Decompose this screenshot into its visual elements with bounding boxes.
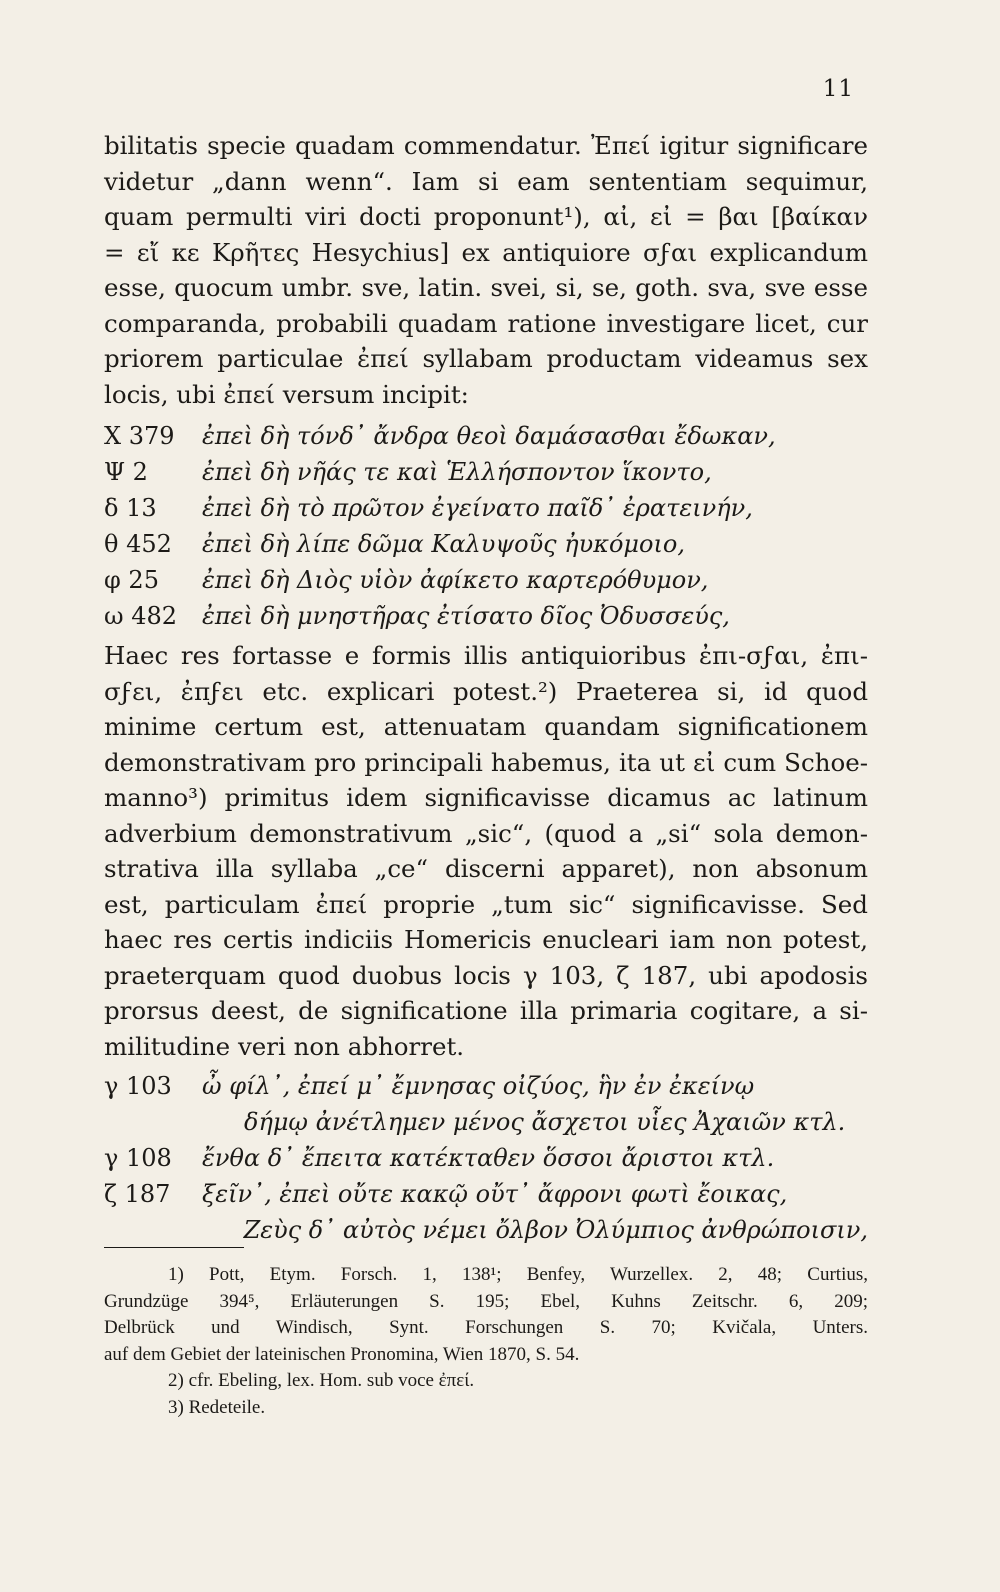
text-line: demonstrativam pro principali habemus, ita ut εἰ cum Schoe- [104,747,868,777]
quote-reference: ζ 187 [104,1180,171,1208]
text-line: bilitatis specie quadam commendatur. Ἐπεί igitur significare [104,131,868,160]
text-line: esse, quocum umbr. sve, latin. svei, si, se, goth. sva, sve esse [104,273,868,302]
quote-reference [104,1212,202,1248]
quote-row [104,1104,868,1140]
text-line: priorem particulae ἐπεί syllabam productam videamus sex [104,344,868,373]
verse-row [104,598,868,634]
verse-row [104,490,868,526]
verse-row [104,562,868,598]
text-line: videtur „dann wenn“. Iam si eam sententiam sequimur, [104,166,868,196]
text-line: strativa illa syllaba „ce“ discerni apparet), non absonum [104,854,868,883]
quote-row [104,1068,868,1104]
quote-text: ξεῖν᾽, ἐπεὶ οὔτε κακῷ οὔτ᾽ ἄφρονι φωτὶ ἔοικας, [202,1180,788,1208]
text-line: Haec res fortasse e formis illis antiquioribus ἐπι-σϝαι, ἐπι- [104,641,868,670]
footnote-divider [104,1247,244,1248]
footnote-line: 1) Pott, Etym. Forsch. 1, 138¹; Benfey, Wurzellex. 2, 48; Curtius, [168,1264,868,1285]
verse-text: ἐπεὶ δὴ τὸ πρῶτον ἐγείνατο παῖδ᾽ ἐρατεινήν, [202,494,753,522]
text-line: σϝει, ἐπϝει etc. explicari potest.²) Praeterea si, id quod [104,676,868,706]
verse-reference: Χ 379 [104,422,175,450]
verse-row [104,454,868,490]
text-line: = εἴ κε Κρῆτες Hesychius] ex antiquiore σϝαι explicandum [104,237,868,267]
text-line: militudine veri non abhorret. [104,1031,465,1061]
quote-row [104,1140,868,1176]
paragraph-2 [104,638,868,1064]
verse-row [104,418,868,454]
quote-reference [104,1104,202,1140]
verse-row [104,526,868,562]
text-line: manno³) primitus idem significavisse dicamus ac latinum [104,783,868,812]
main-text [104,128,868,1248]
footnote-1 [104,1262,868,1368]
quote-text: δήμῳ ἀνέτλημεν μένος ἄσχετοι υἷες Ἀχαιῶν κτλ. [244,1108,846,1136]
text-line: quam permulti viri docti proponunt¹), αἰ, εἰ = βαι [βαίκαν [104,202,868,231]
verse-text: ἐπεὶ δὴ Διὸς υἱὸν ἀφίκετο καρτερόθυμον, [202,566,709,594]
verse-reference: Ψ 2 [104,458,148,486]
quote-text: ἔνθα δ᾽ ἔπειτα κατέκταθεν ὅσσοι ἄριστοι κτλ. [202,1144,775,1172]
text-line: est, particulam ἐπεί proprie „tum sic“ significavisse. Sed [104,889,868,919]
text-line: minime certum est, attenuatam quandam significationem [104,712,868,741]
verse-text: ἐπεὶ δὴ τόνδ᾽ ἄνδρα θεοὶ δαμάσασθαι ἔδωκαν, [202,422,776,450]
footnotes [104,1262,868,1421]
footnote-2: 2) cfr. Ebeling, lex. Hom. sub voce ἐπεί. [168,1370,475,1391]
quote-text: ὦ φίλ᾽, ἐπεί μ᾽ ἔμνησας οἰζύος, ἣν ἐν ἐκείνῳ [202,1072,755,1100]
text-line: praeterquam quod duobus locis γ 103, ζ 187, ubi apodosis [104,960,868,990]
verse-reference: ω 482 [104,602,178,630]
verse-list [104,418,868,634]
quote-text: Ζεὺς δ᾽ αὐτὸς νέμει ὄλβον Ὀλύμπιος ἀνθρώποισιν, [243,1216,868,1244]
text-line: prorsus deest, de significatione illa primaria cogitare, a si- [104,996,868,1025]
paragraph-1 [104,128,868,412]
quote-reference: γ 108 [104,1144,172,1172]
text-line: locis, ubi ἐπεί versum incipit: [104,379,469,409]
quote-row [104,1176,868,1212]
quote-reference: γ 103 [104,1072,172,1100]
verse-reference: δ 13 [104,494,157,522]
text-line: haec res certis indiciis Homericis enucleari iam non potest, [104,925,868,954]
text-line: comparanda, probabili quadam ratione investigare licet, cur [104,308,868,338]
footnote-line: auf dem Gebiet der lateinischen Pronomina, Wien 1870, S. 54. [104,1343,580,1365]
footnote-3: 3) Redeteile. [168,1396,266,1418]
verse-text: ἐπεὶ δὴ μνηστῆρας ἐτίσατο δῖος Ὀδυσσεύς, [202,602,730,630]
footnote-line: Delbrück und Windisch, Synt. Forschungen S. 70; Kvičala, Unters. [104,1317,868,1338]
verse-text: ἐπεὶ δὴ νῆάς τε καὶ Ἑλλήσποντον ἵκοντο, [202,458,712,486]
verse-reference: φ 25 [104,566,159,594]
verse-text: ἐπεὶ δὴ λίπε δῶμα Καλυψοῦς ἠυκόμοιο, [202,530,685,558]
footnote-line: Grundzüge 394⁵, Erläuterungen S. 195; Ebel, Kuhns Zeitschr. 6, 209; [104,1290,868,1312]
page-number: 11 [822,76,854,102]
verse-reference: θ 452 [104,530,172,558]
quote-row [104,1212,868,1248]
quote-list [104,1068,868,1248]
text-line: adverbium demonstrativum „sic“, (quod a „si“ sola demon- [104,818,868,848]
